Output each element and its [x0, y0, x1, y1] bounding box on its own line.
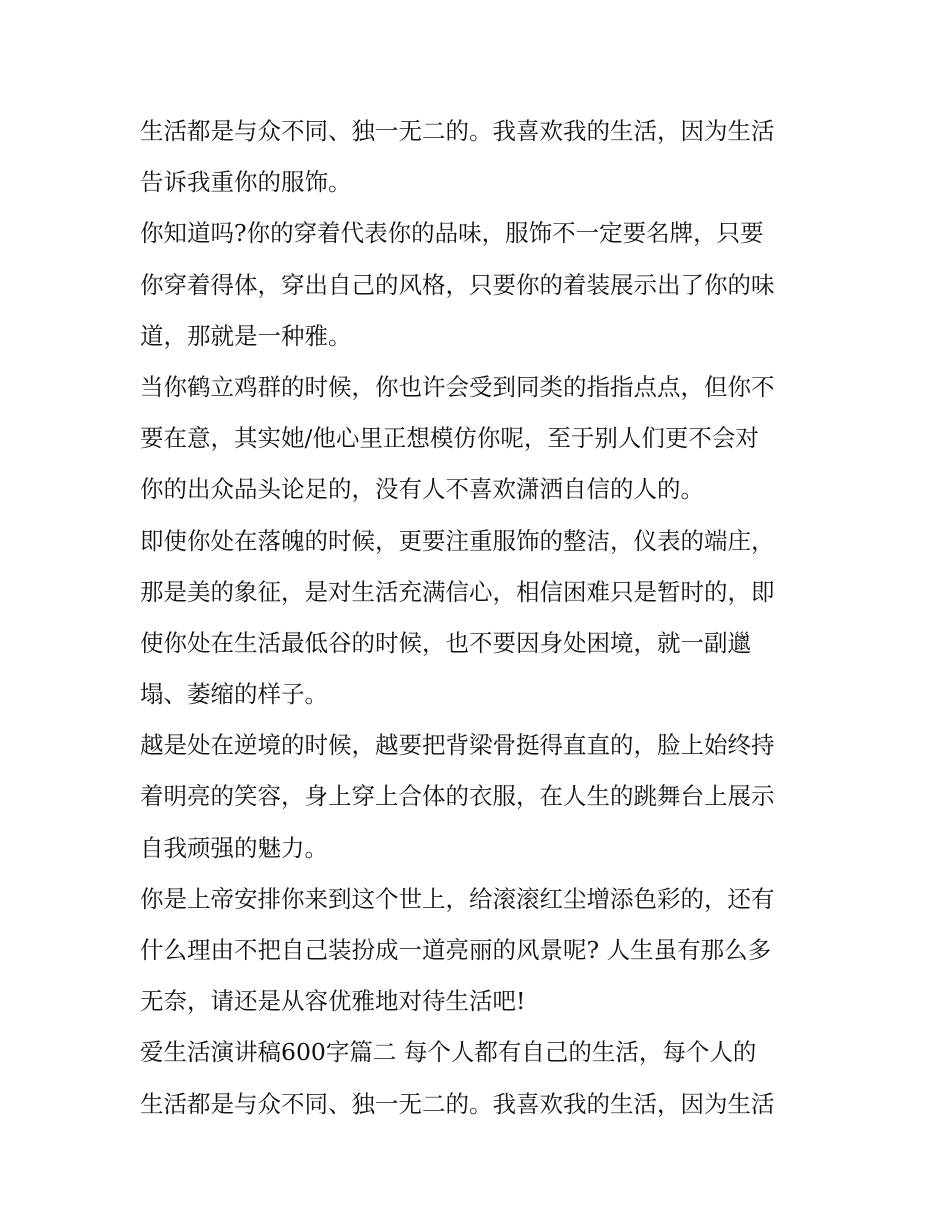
- document-body: [140, 106, 820, 1130]
- text-line: 你是上帝安排你来到这个世上，给滚滚红尘增添色彩的，还有: [140, 884, 775, 913]
- text-line: 爱生活演讲稿600字篇二 每个人都有自己的生活，每个人的: [140, 1038, 757, 1067]
- text-line: 要在意，其实她/他心里正想模仿你呢，至于别人们更不会对: [140, 424, 759, 453]
- text-line: 越是处在逆境的时候，越要把背梁骨挺得直直的，脸上始终持: [140, 731, 775, 760]
- text-line: 使你处在生活最低谷的时候，也不要因身处困境，就一副邋: [140, 628, 751, 657]
- text-line: 道，那就是一种雅。: [140, 321, 352, 350]
- text-line: 你知道吗?你的穿着代表你的品味，服饰不一定要名牌，只要: [140, 219, 764, 248]
- text-line: 生活都是与众不同、独一无二的。我喜欢我的生活，因为生活: [140, 117, 775, 145]
- text-line: 着明亮的笑容，身上穿上合体的衣服，在人生的跳舞台上展示: [140, 782, 775, 811]
- text-line: 当你鹤立鸡群的时候，你也许会受到同类的指指点点，但你不: [140, 372, 775, 401]
- text-line: 那是美的象征，是对生活充满信心，相信困难只是暂时的，即: [140, 577, 775, 606]
- text-line: 告诉我重你的服饰。: [140, 168, 352, 197]
- text-line: 生活都是与众不同、独一无二的。我喜欢我的生活，因为生活: [140, 1089, 775, 1118]
- text-line: 无奈，请还是从容优雅地对待生活吧!: [140, 987, 526, 1016]
- text-line: 自我顽强的魅力。: [140, 833, 328, 862]
- text-line: 你穿着得体，穿出自己的风格，只要你的着装展示出了你的味: [140, 270, 775, 299]
- text-line: 即使你处在落魄的时候，更要注重服饰的整洁，仪表的端庄，: [140, 526, 775, 555]
- text-line: 塌、萎缩的样子。: [140, 680, 328, 709]
- text-line: 你的出众品头论足的，没有人不喜欢潇洒自信的人的。: [140, 475, 704, 504]
- text-line: 什么理由不把自己装扮成一道亮丽的风景呢? 人生虽有那么多: [140, 936, 772, 964]
